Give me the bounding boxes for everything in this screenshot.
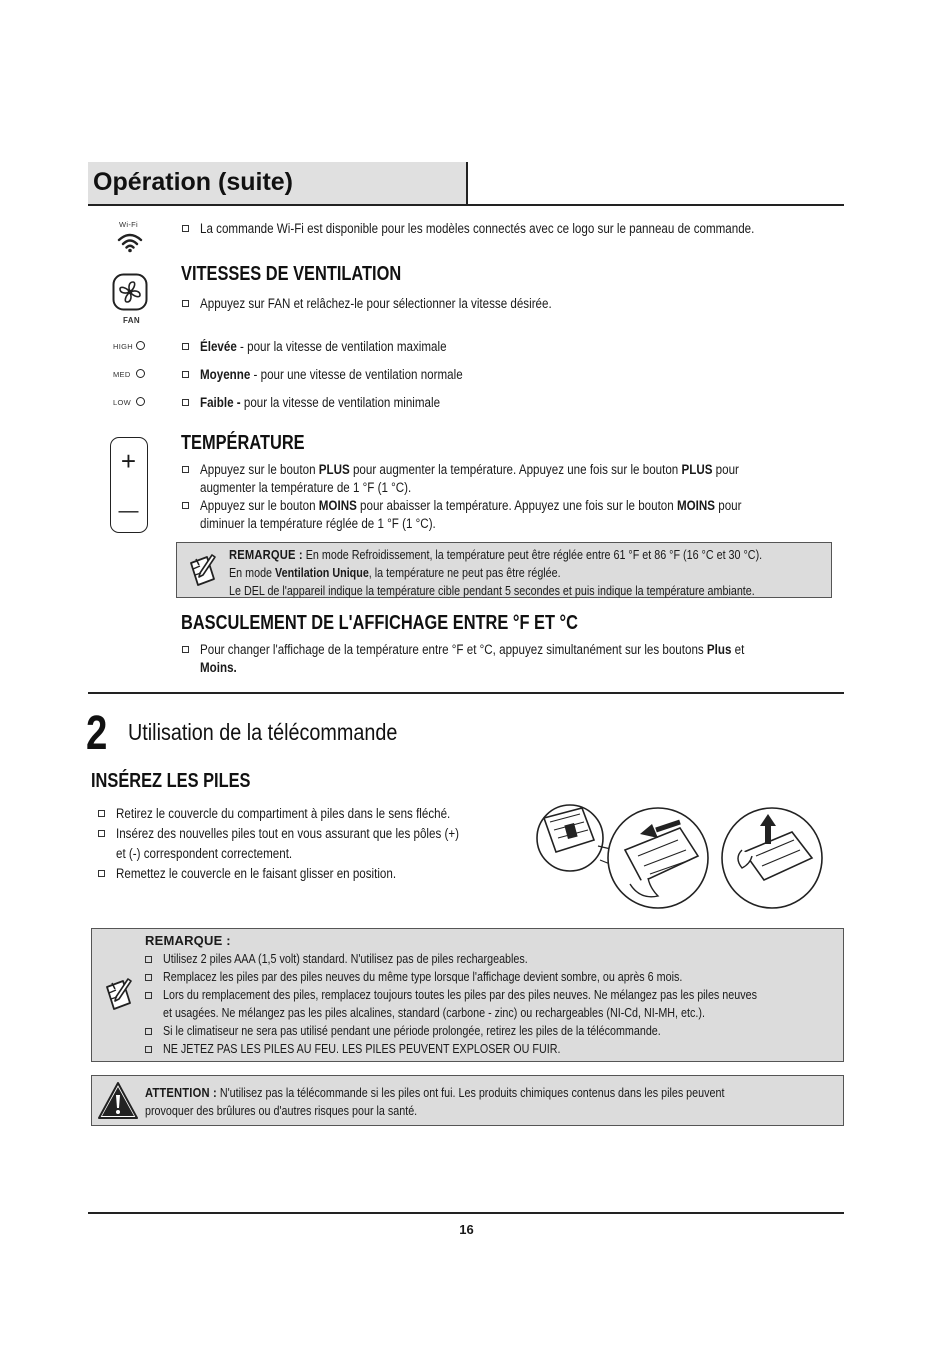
wifi-info-text: La commande Wi-Fi est disponible pour les modèles connectés avec ce logo sur le panneau de commande. [200,221,755,236]
battery-insert-step [722,808,822,908]
fan-level-high-name: Élevée [200,339,237,354]
battery-step-2-text: Insérez des nouvelles piles tout en vous assurant que les pôles (+) [116,826,460,841]
fan-level-high-desc: - pour la vitesse de ventilation maximale [236,339,447,354]
fan-instruction-text: Appuyez sur FAN et relâchez-le pour sélectionner la vitesse désirée. [200,296,552,311]
section-title: Opération (suite) [93,168,294,196]
text-run: et [731,642,745,657]
battery-heading: INSÉREZ LES PILES [91,770,251,792]
temperature-note-line3: Le DEL de l'appareil indique la température cible pendant 5 secondes et puis indique la température ambiante. [229,584,755,598]
plus-word: PLUS [681,462,713,477]
bullet-square [145,974,152,981]
battery-note-item-text: Remplacez les piles par des piles neuves du même type lorsque l'affichage devient sombre, ou après 6 mois. [163,970,683,984]
indicator-light-low [136,397,145,406]
indicator-label-low: LOW [113,398,131,407]
battery-note-label: REMARQUE : [145,933,231,948]
bullet-square [182,343,189,350]
bullet-square [182,466,189,473]
section-header-rule [88,204,844,206]
bullet-square [145,992,152,999]
bullet-square [182,399,189,406]
battery-note-item-text: Utilisez 2 piles AAA (1,5 volt) standard. N'utilisez pas de piles rechargeables. [163,952,528,966]
bullet-square [182,502,189,509]
text-run: pour [712,462,739,477]
bullet-square [182,225,189,232]
step-number: 2 [86,707,108,760]
battery-step-2-cont-text: et (-) correspondent correctement. [116,846,293,861]
remote-detail-zoom [537,805,603,871]
fan-icon [112,273,148,311]
wifi-icon [117,231,143,253]
battery-step-1-text: Retirez le couvercle du compartiment à piles dans le sens fléché. [116,806,451,821]
minus-word: MOINS [318,498,357,513]
text-run: pour augmenter la température. Appuyez une fois sur le bouton [349,462,682,477]
battery-note-item-text: NE JETEZ PAS LES PILES AU FEU. LES PILES PEUVENT EXPLOSER OU FUIR. [163,1042,561,1056]
note-label: REMARQUE : [229,547,303,562]
cover-removal-step [608,808,708,908]
battery-note-box [91,928,844,1062]
text-run: , la température ne peut pas être réglée. [368,566,561,580]
text-run: En mode Refroidissement, la température peut être réglée entre 61 °F et 86 °F (16 °C et 30 °C). [302,548,763,562]
temp-minus-instruction-text: diminuer la température réglée de 1 °F (1 °C). [200,516,436,531]
note-pencil-icon [103,977,135,1011]
bullet-square [98,830,105,837]
bullet-square [98,870,105,877]
warning-box [91,1075,844,1126]
battery-note-item-text: Si le climatiseur ne sera pas utilisé pendant une période prolongée, retirez les piles de la télécommande. [163,1024,661,1038]
minus-word: Moins. [200,660,237,675]
fan-level-med-desc: - pour une vitesse de ventilation normale [250,367,463,382]
indicator-label-high: HIGH [113,342,133,351]
bullet-square [145,1028,152,1035]
plus-word: PLUS [318,462,350,477]
fan-level-med-name: Moyenne [200,367,251,382]
text-run: Appuyez sur le bouton [200,498,319,513]
warning-line1 [145,1084,724,1102]
warning-line2: provoquer des brûlures ou d'autres risques pour la santé. [145,1104,418,1118]
section-divider [88,692,844,694]
bullet-square [145,956,152,963]
temperature-note-line2 [229,565,561,582]
text-run: pour abaisser la température. Appuyez une fois sur le bouton [356,498,677,513]
battery-step-3-text: Remettez le couvercle en le faisant glisser en position. [116,866,397,881]
battery-note-item-text: Lors du remplacement des piles, remplacez toujours toutes les piles par des piles neuves. Ne mélangez pas les piles neuves [163,988,757,1002]
text-run: En mode [229,566,276,580]
warning-label: ATTENTION : [145,1085,217,1100]
temperature-heading: TEMPÉRATURE [181,432,305,454]
indicator-light-high [136,341,145,350]
bullet-square [98,810,105,817]
text-run: Appuyez sur le bouton [200,462,319,477]
plus-word: Plus [706,642,732,657]
indicator-label-med: MED [113,370,131,379]
fan-heading: VITESSES DE VENTILATION [181,263,402,285]
text-run: N'utilisez pas la télécommande si les piles ont fui. Les produits chimiques contenus dans les piles peuvent [216,1086,725,1100]
fan-level-low-desc: pour la vitesse de ventilation minimale [240,395,441,410]
temp-plus-instruction-text: augmenter la température de 1 °F (1 °C). [200,480,412,495]
temperature-note-line1 [229,546,762,564]
temp-button-panel [110,437,148,533]
toggle-heading: BASCULEMENT DE L'AFFICHAGE ENTRE °F ET °C [181,612,578,634]
text-run: pour [715,498,742,513]
minus-word: MOINS [676,498,716,513]
page-number: 16 [459,1222,474,1237]
text-run: Pour changer l'affichage de la température entre °F et °C, appuyez simultanément sur les boutons [200,642,707,657]
note-pencil-icon [187,553,219,587]
mode-name: Ventilation Unique [275,566,369,580]
bullet-square [182,371,189,378]
wifi-icon-label: Wi-Fi [119,220,138,229]
battery-illustration [530,800,840,912]
bullet-square [182,300,189,307]
remote-section-title: Utilisation de la télécommande [128,719,398,745]
plus-button: + [120,446,137,476]
battery-note-item-text: et usagées. Ne mélangez pas les piles alcalines, standard (carbone - zinc) ou rechargeables (NI-Cd, NI-MH, etc.). [163,1006,705,1020]
footer-rule [88,1212,844,1214]
warning-triangle-icon [97,1080,139,1122]
indicator-light-med [136,369,145,378]
section-header-divider [466,162,468,204]
fan-icon-label: FAN [123,316,140,325]
minus-button: — [118,500,139,522]
bullet-square [182,646,189,653]
bullet-square [145,1046,152,1053]
fan-level-low-name: Faible - [200,395,241,410]
temperature-note-box [176,542,832,598]
